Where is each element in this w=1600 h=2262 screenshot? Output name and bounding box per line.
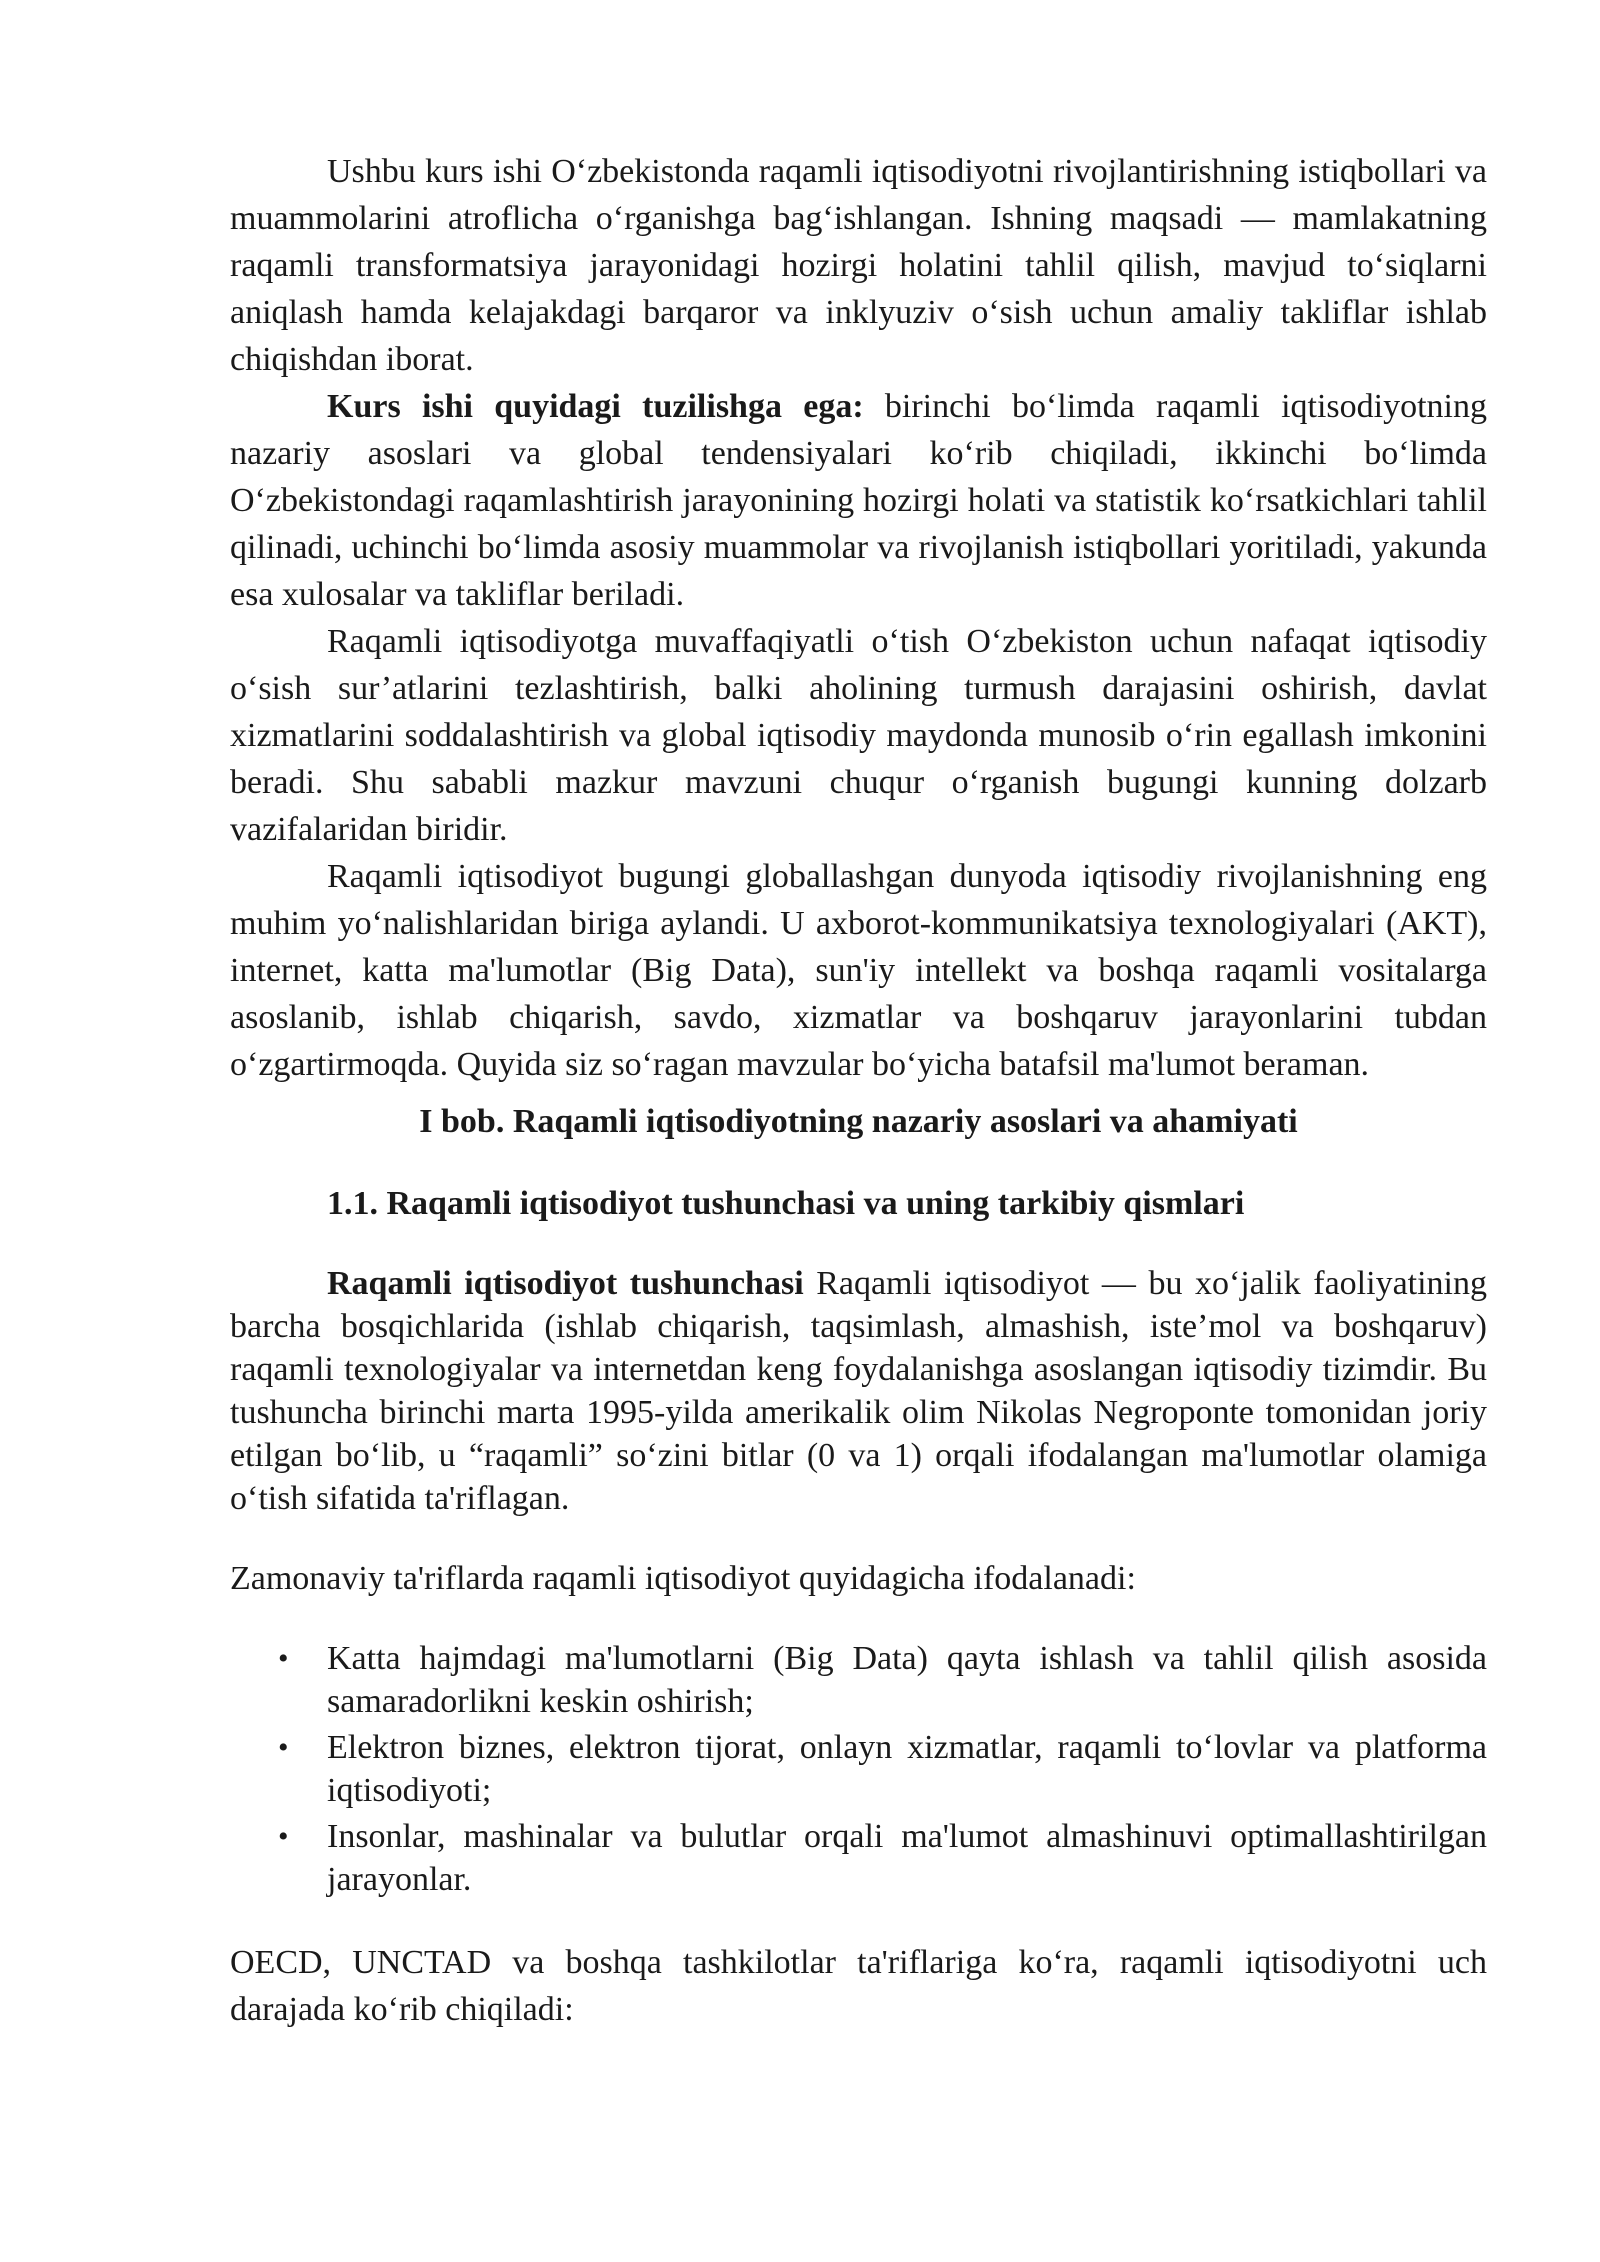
bullet-icon: •: [278, 1731, 289, 1764]
list-item: [230, 1815, 1487, 1901]
structure-lead: Kurs ishi quyidagi tuzilishga ega:: [327, 388, 864, 425]
concept-paragraph: [230, 1262, 1487, 1520]
list-item-text: Insonlar, mashinalar va bulutlar orqali ma'lumot almashinuvi optimallashtirilgan jarayonlar.: [327, 1818, 1487, 1898]
bullet-icon: •: [278, 1820, 289, 1853]
document-page: [230, 148, 1487, 2033]
concept-lead: Raqamli iqtisodiyot tushunchasi: [327, 1265, 804, 1302]
spacer: [230, 1901, 1487, 1939]
intro-paragraph: Ushbu kurs ishi O‘zbekistonda raqamli iqtisodiyotni rivojlantirishning istiqbollari va muammolarini atroflicha o‘rganishga bag‘ishlangan. Ishning maqsadi — mamlakatning raqamli transformatsiya jarayonidagi hozirgi holatini tahlil qilish, mavjud to‘siqlarni aniqlash hamda kelajakdagi barqaror va inklyuziv o‘sish uchun amaliy takliflar ishlab chiqishdan iborat.: [230, 153, 1487, 378]
definitions-list: [230, 1637, 1487, 1901]
list-item-text: Katta hajmdagi ma'lumotlarni (Big Data) qayta ishlash va tahlil qilish asosida samaradorlikni keskin oshirish;: [327, 1640, 1487, 1720]
section-title: 1.1. Raqamli iqtisodiyot tushunchasi va uning tarkibiy qismlari: [327, 1185, 1245, 1222]
concept-text: Raqamli iqtisodiyot — bu xo‘jalik faoliyatining barcha bosqichlarida (ishlab chiqarish, taqsimlash, almashish, iste’mol va boshqaruv) raqamli texnologiyalar va internetdan keng foydalanishga asoslangan iqtisodiy tizimdir. Bu tushuncha birinchi marta 1995-yilda amerikalik olim Nikolas Negroponte tomonidan joriy etilgan bo‘lib, u “raqamli” so‘zini bitlar (0 va 1) orqali ifodalangan ma'lumotlar olamiga o‘tish sifatida ta'riflagan.: [230, 1265, 1487, 1517]
chapter-title: I bob. Raqamli iqtisodiyotning nazariy asoslari va ahamiyati: [419, 1103, 1298, 1140]
list-item: [230, 1637, 1487, 1723]
list-item-text: Elektron biznes, elektron tijorat, onlayn xizmatlar, raqamli to‘lovlar va platforma iqtisodiyoti;: [327, 1729, 1487, 1809]
list-item: [230, 1726, 1487, 1812]
transition-paragraph: Raqamli iqtisodiyotga muvaffaqiyatli o‘tish O‘zbekiston uchun nafaqat iqtisodiy o‘sish sur’atlarini tezlashtirish, balki aholining turmush darajasini oshirish, davlat xizmatlarini soddalashtirish va global iqtisodiy maydonda munosib o‘rin egallash imkonini beradi. Shu sababli mazkur mavzuni chuqur o‘rganish bugungi kunning dolzarb vazifalaridan biridir.: [230, 623, 1487, 848]
digital-economy-paragraph: Raqamli iqtisodiyot bugungi globallashgan dunyoda iqtisodiy rivojlanishning eng muhim yo‘nalishlaridan biriga aylandi. U axborot-kommunikatsiya texnologiyalari (AKT), internet, katta ma'lumotlar (Big Data), sun'iy intellekt va boshqa raqamli vositalarga asoslanib, ishlab chiqarish, savdo, xizmatlar va boshqaruv jarayonlarini tubdan o‘zgartirmoqda. Quyida siz so‘ragan mavzular bo‘yicha batafsil ma'lumot beraman.: [230, 858, 1487, 1083]
closing-paragraph: OECD, UNCTAD va boshqa tashkilotlar ta'riflariga ko‘ra, raqamli iqtisodiyotni uch darajada ko‘rib chiqiladi:: [230, 1944, 1487, 2028]
spacer: [230, 1520, 1487, 1555]
definitions-intro: Zamonaviy ta'riflarda raqamli iqtisodiyot quyidagicha ifodalanadi:: [230, 1560, 1136, 1597]
structure-paragraph: [230, 383, 1487, 618]
spacer: [230, 1602, 1487, 1637]
structure-text: birinchi bo‘limda raqamli iqtisodiyotning nazariy asoslari va global tendensiyalari ko‘rib chiqiladi, ikkinchi bo‘limda O‘zbekistondagi raqamlashtirish jarayonining hozirgi holati va statistik ko‘rsatkichlari tahlil qilinadi, uchinchi bo‘limda asosiy muammolar va rivojlanish istiqbollari yoritiladi, yakunda esa xulosalar va takliflar beriladi.: [230, 388, 1487, 613]
spacer: [230, 1227, 1487, 1262]
spacer: [230, 1145, 1487, 1180]
bullet-icon: •: [278, 1642, 289, 1675]
spacer: [230, 1088, 1487, 1098]
